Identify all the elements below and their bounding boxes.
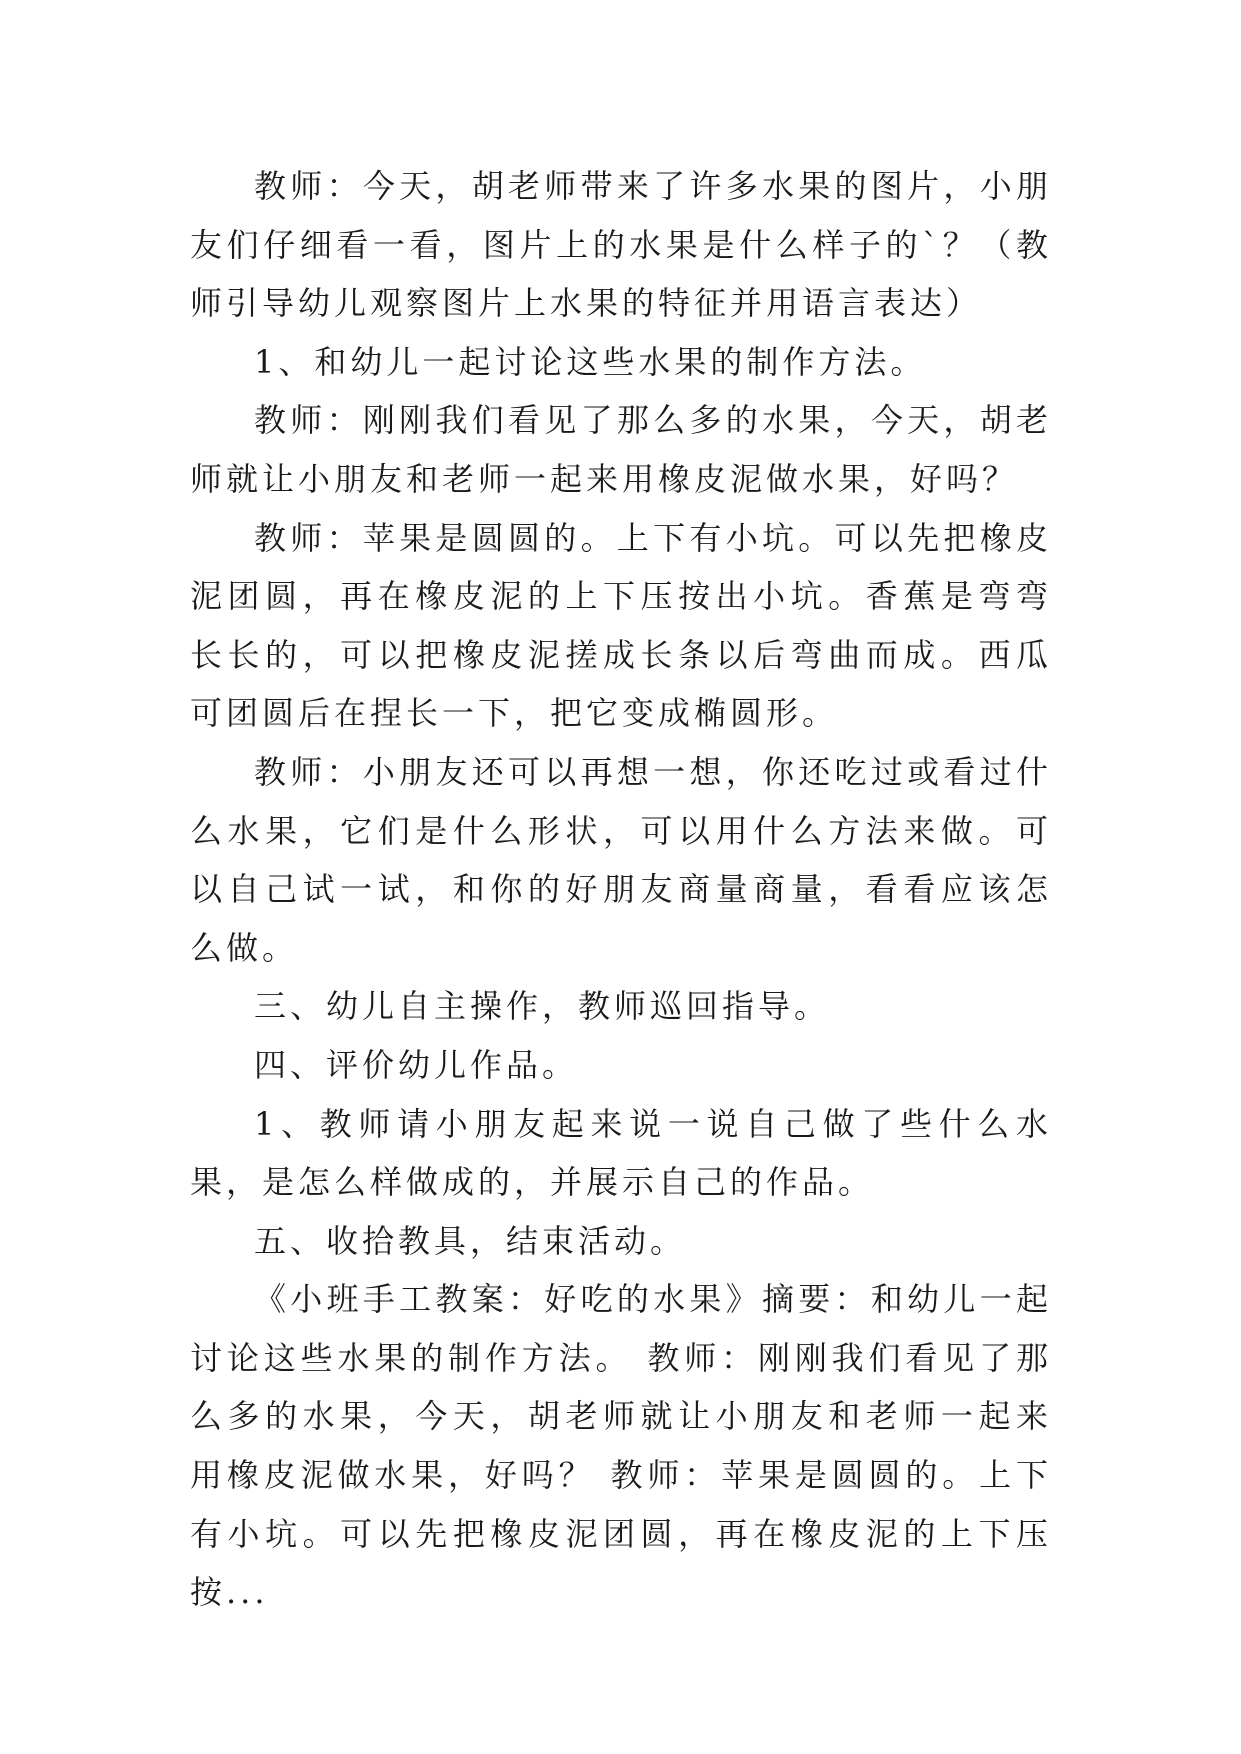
paragraph-section-three: 三、幼儿自主操作，教师巡回指导。 bbox=[254, 987, 831, 1026]
paragraph-teacher-think: 教师：小朋友还可以再想一想，你还吃过或看过什么水果，它们是什么形状，可以用什么方法来做。可以自己试一试，和你的好朋友商量商量，看看应该怎么做。 bbox=[190, 752, 1052, 967]
paragraph-teacher-intro: 教师：今天，胡老师带来了许多水果的图片，小朋友们仔细看一看，图片上的水果是什么样子的`？（教师引导幼儿观察图片上水果的特征并用语言表达） bbox=[190, 167, 1052, 323]
paragraph-teacher-method: 教师：苹果是圆圆的。上下有小坑。可以先把橡皮泥团圆，再在橡皮泥的上下压按出小坑。香蕉是弯弯长长的，可以把橡皮泥搓成长条以后弯曲而成。西瓜可团圆后在捏长一下，把它变成椭圆形。 bbox=[190, 518, 1052, 733]
paragraph-summary: 《小班手工教案：好吃的水果》摘要：和幼儿一起讨论这些水果的制作方法。 教师：刚刚我们看见了那么多的水果，今天，胡老师就让小朋友和老师一起来用橡皮泥做水果，好吗？ 教师：苹果是圆圆的。上下有小坑。可以先把橡皮泥团圆，再在橡皮泥的上下压按... bbox=[190, 1280, 1052, 1612]
paragraph-teacher-proposal: 教师：刚刚我们看见了那么多的水果，今天，胡老师就让小朋友和老师一起来用橡皮泥做水果，好吗？ bbox=[190, 401, 1052, 498]
document-body bbox=[190, 157, 1052, 1622]
paragraph-step-discuss: 1、和幼儿一起讨论这些水果的制作方法。 bbox=[254, 342, 927, 381]
paragraph-section-four: 四、评价幼儿作品。 bbox=[254, 1045, 579, 1084]
paragraph-section-five: 五、收拾教具，结束活动。 bbox=[254, 1221, 687, 1260]
paragraph-step-present: 1、教师请小朋友起来说一说自己做了些什么水果，是怎么样做成的，并展示自己的作品。 bbox=[190, 1104, 1052, 1202]
